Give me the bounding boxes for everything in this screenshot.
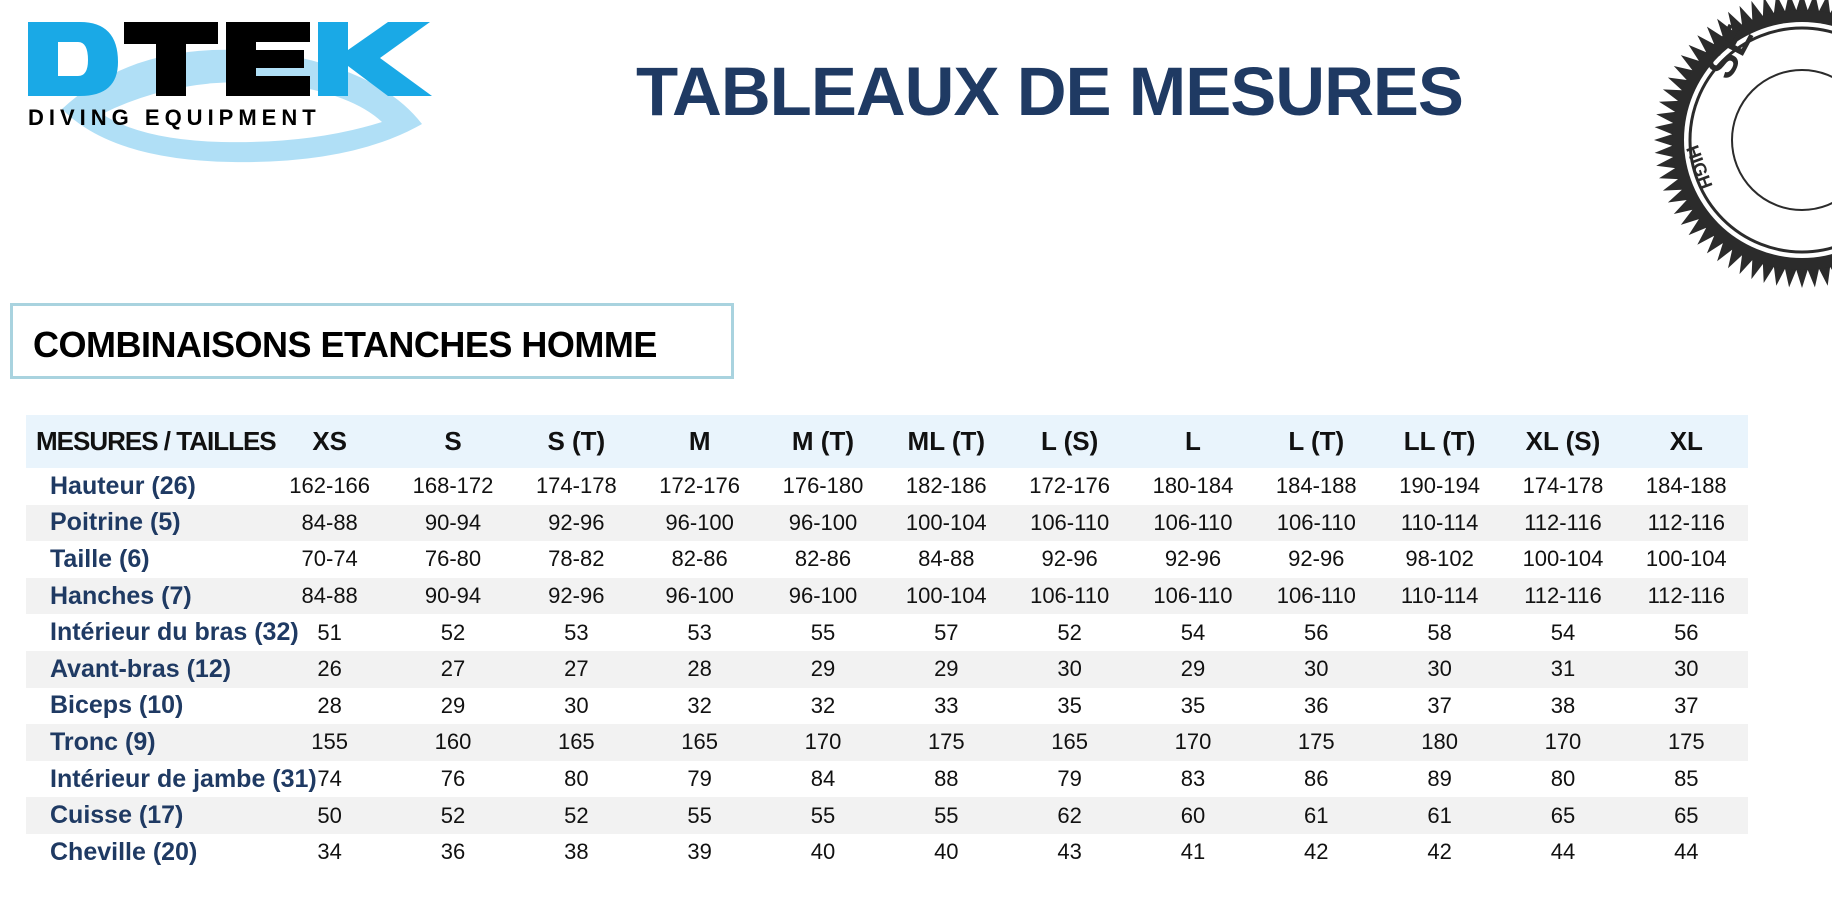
measurement-value: 170 [1174, 729, 1212, 755]
measurement-value: 29 [440, 692, 466, 718]
measurement-value: 34 [317, 839, 342, 865]
measurement-value: 52 [440, 619, 466, 645]
measurement-value: 89 [1427, 766, 1452, 792]
measurement-value: 30 [564, 692, 589, 718]
size-header: L (T) [1288, 426, 1345, 456]
measurement-value: 168-172 [412, 473, 494, 499]
measurement-value: 155 [311, 729, 349, 755]
table-row [26, 834, 1748, 871]
measurement-value: 86 [1304, 766, 1329, 792]
measurement-value: 106-110 [1153, 583, 1233, 609]
measurement-value: 175 [1667, 729, 1705, 755]
measurement-label: Poitrine (5) [50, 508, 181, 537]
measurement-value: 62 [1057, 802, 1082, 828]
measurement-value: 174-178 [535, 473, 617, 499]
measurement-value: 30 [1304, 656, 1329, 682]
measurement-value: 79 [687, 766, 712, 792]
measurement-value: 184-188 [1275, 473, 1357, 499]
measurement-value: 42 [1427, 839, 1452, 865]
measurement-value: 106-110 [1153, 509, 1233, 535]
measurement-value: 96-100 [788, 509, 858, 535]
measurement-value: 176-180 [782, 473, 864, 499]
size-chart-table [26, 415, 1748, 871]
measurement-value: 29 [810, 656, 836, 682]
measurement-value: 55 [810, 619, 836, 645]
measurement-value: 175 [927, 729, 965, 755]
measurement-value: 80 [1550, 766, 1576, 792]
measurement-label: Cheville (20) [50, 837, 198, 866]
seal-emblem [1632, 0, 1832, 300]
measurement-value: 180 [1421, 729, 1458, 755]
measurement-value: 170 [1544, 729, 1582, 755]
measurement-value: 110-114 [1400, 583, 1479, 609]
measurement-value: 65 [1674, 802, 1699, 828]
measurement-value: 172-176 [659, 473, 741, 499]
measurement-value: 28 [317, 692, 342, 718]
measurement-value: 84-88 [918, 546, 975, 572]
measurement-value: 32 [810, 692, 836, 718]
measurement-value: 40 [810, 839, 836, 865]
measurement-value: 38 [1550, 692, 1576, 718]
measurement-value: 170 [804, 729, 842, 755]
measurement-value: 92-96 [1288, 546, 1345, 572]
measurement-value: 110-114 [1400, 509, 1479, 535]
measurement-value: 76 [440, 766, 466, 792]
measurement-value: 96-100 [788, 583, 858, 609]
table-row [26, 651, 1748, 688]
measurement-value: 50 [317, 802, 342, 828]
measurement-value: 92-96 [1164, 546, 1222, 572]
table-body [26, 468, 1748, 871]
measurement-value: 26 [317, 656, 342, 682]
measurement-value: 61 [1304, 802, 1329, 828]
measurement-value: 37 [1427, 692, 1452, 718]
measurement-value: 70-74 [301, 546, 358, 572]
measurement-value: 182-186 [905, 473, 987, 499]
measurement-value: 53 [687, 619, 712, 645]
measurement-value: 106-110 [1276, 583, 1356, 609]
size-header: M [688, 426, 711, 456]
measurement-value: 78-82 [548, 546, 605, 572]
measurement-value: 56 [1674, 619, 1699, 645]
measurement-value: 58 [1427, 619, 1452, 645]
measurement-value: 29 [934, 656, 959, 682]
measurement-value: 55 [687, 802, 712, 828]
measurement-value: 30 [1674, 656, 1699, 682]
measurement-value: 92-96 [548, 583, 605, 609]
measurement-value: 174-178 [1522, 473, 1604, 499]
measurement-value: 112-116 [1524, 583, 1602, 609]
table-row [26, 797, 1748, 834]
measurement-value: 190-194 [1399, 473, 1480, 499]
measurement-value: 37 [1674, 692, 1699, 718]
measurement-value: 88 [934, 766, 959, 792]
measurement-value: 92-96 [548, 509, 605, 535]
measurement-value: 96-100 [665, 583, 734, 609]
measurement-value: 54 [1550, 619, 1576, 645]
measurement-value: 92-96 [1041, 546, 1098, 572]
table-row [26, 614, 1748, 651]
measurement-value: 106-110 [1030, 583, 1110, 609]
measurement-label: Hauteur (26) [50, 471, 196, 500]
measurement-value: 44 [1674, 839, 1699, 865]
measurement-value: 56 [1304, 619, 1329, 645]
measurement-value: 79 [1057, 766, 1082, 792]
measurement-value: 100-104 [905, 509, 987, 535]
table-row [26, 541, 1748, 578]
measurement-value: 172-176 [1029, 473, 1110, 499]
section-title: COMBINAISONS ETANCHES HOMME [33, 324, 657, 365]
logo-tagline: DIVING EQUIPMENT [28, 105, 321, 130]
size-header: XL [1669, 426, 1703, 456]
measurement-label: Tronc (9) [50, 727, 156, 756]
measurement-value: 51 [317, 619, 342, 645]
measurement-value: 165 [1051, 729, 1088, 755]
page-title: TABLEAUX DE MESURES [636, 53, 1463, 130]
measurement-value: 106-110 [1276, 509, 1356, 535]
measurement-value: 52 [564, 802, 589, 828]
measurement-value: 165 [681, 729, 718, 755]
measurement-value: 60 [1180, 802, 1206, 828]
measurement-value: 42 [1304, 839, 1329, 865]
seal-graphic [1632, 0, 1832, 300]
measurement-value: 84 [810, 766, 836, 792]
measurement-value: 39 [687, 839, 712, 865]
measurement-value: 82-86 [794, 546, 852, 572]
measurement-value: 52 [1057, 619, 1082, 645]
measurement-value: 61 [1427, 802, 1452, 828]
table-row [26, 688, 1748, 725]
measurement-value: 80 [564, 766, 589, 792]
measurement-value: 44 [1550, 839, 1576, 865]
measurement-value: 96-100 [665, 509, 734, 535]
measurement-value: 28 [687, 656, 712, 682]
measurement-value: 52 [440, 802, 466, 828]
measurement-value: 36 [1304, 692, 1329, 718]
table-row [26, 761, 1748, 798]
size-header: L (S) [1040, 426, 1099, 456]
seal-text-side: HIGH [1682, 142, 1717, 192]
measurement-value: 74 [317, 766, 342, 792]
seal-text-top: SE [1698, 18, 1763, 86]
measurement-value: 41 [1180, 839, 1206, 865]
measurement-label: Biceps (10) [50, 691, 184, 720]
measurement-value: 100-104 [1522, 546, 1604, 572]
measurement-value: 65 [1550, 802, 1576, 828]
measurement-value: 35 [1057, 692, 1082, 718]
measurement-value: 38 [564, 839, 589, 865]
table-row [26, 578, 1748, 615]
measurement-value: 40 [934, 839, 959, 865]
measurement-value: 27 [440, 656, 466, 682]
measurement-value: 55 [934, 802, 959, 828]
measurement-value: 55 [810, 802, 836, 828]
table-header-row [26, 415, 1748, 468]
measurement-label: Hanches (7) [50, 581, 192, 610]
measurement-value: 112-116 [1647, 509, 1726, 535]
measurement-value: 160 [434, 729, 472, 755]
table-row [26, 468, 1748, 505]
measurement-value: 112-116 [1524, 509, 1602, 535]
measurement-value: 57 [934, 619, 959, 645]
measurement-value: 90-94 [424, 583, 482, 609]
size-header: XS [312, 426, 347, 456]
measurement-value: 82-86 [671, 546, 728, 572]
measurement-value: 32 [687, 692, 712, 718]
measurement-label: Intérieur du bras (32) [50, 618, 299, 647]
measurement-value: 27 [564, 656, 589, 682]
measurement-value: 100-104 [1645, 546, 1727, 572]
size-header: LL (T) [1403, 426, 1476, 456]
dtek-logo [22, 14, 442, 159]
measurement-value: 175 [1297, 729, 1335, 755]
measurement-value: 106-110 [1030, 509, 1110, 535]
measurement-label: Cuisse (17) [50, 801, 184, 830]
measurement-value: 85 [1674, 766, 1699, 792]
section-heading-box [10, 303, 734, 379]
measurement-value: 54 [1180, 619, 1206, 645]
measurement-value: 35 [1180, 692, 1206, 718]
measurement-value: 29 [1180, 656, 1206, 682]
size-header: L [1185, 426, 1201, 456]
measurement-value: 31 [1550, 656, 1576, 682]
measurement-value: 162-166 [289, 473, 371, 499]
measurement-value: 43 [1057, 839, 1082, 865]
measurement-value: 33 [934, 692, 959, 718]
table-row [26, 724, 1748, 761]
corner-header: MESURES / TAILLES [36, 426, 276, 456]
measurement-value: 84-88 [301, 509, 358, 535]
measurement-value: 83 [1180, 766, 1206, 792]
size-header: M (T) [791, 426, 855, 456]
measurement-value: 76-80 [424, 546, 482, 572]
measurement-label: Avant-bras (12) [50, 654, 232, 683]
size-header: S (T) [547, 426, 606, 456]
measurement-value: 90-94 [424, 509, 482, 535]
measurement-value: 84-88 [301, 583, 358, 609]
measurement-value: 100-104 [905, 583, 987, 609]
measurement-value: 165 [557, 729, 595, 755]
measurement-value: 30 [1057, 656, 1082, 682]
measurement-value: 53 [564, 619, 589, 645]
measurement-value: 112-116 [1647, 583, 1726, 609]
measurement-value: 184-188 [1645, 473, 1727, 499]
size-header: S [444, 426, 462, 456]
measurement-value: 180-184 [1152, 473, 1234, 499]
measurement-label: Intérieur de jambe (31) [50, 764, 317, 793]
dtek-logo-graphic [22, 14, 442, 159]
measurement-value: 36 [440, 839, 466, 865]
table-row [26, 505, 1748, 542]
size-header: XL (S) [1525, 426, 1601, 456]
measurement-label: Taille (6) [50, 544, 150, 573]
size-header: ML (T) [907, 426, 986, 456]
measurement-value: 98-102 [1405, 546, 1474, 572]
measurement-value: 30 [1427, 656, 1452, 682]
